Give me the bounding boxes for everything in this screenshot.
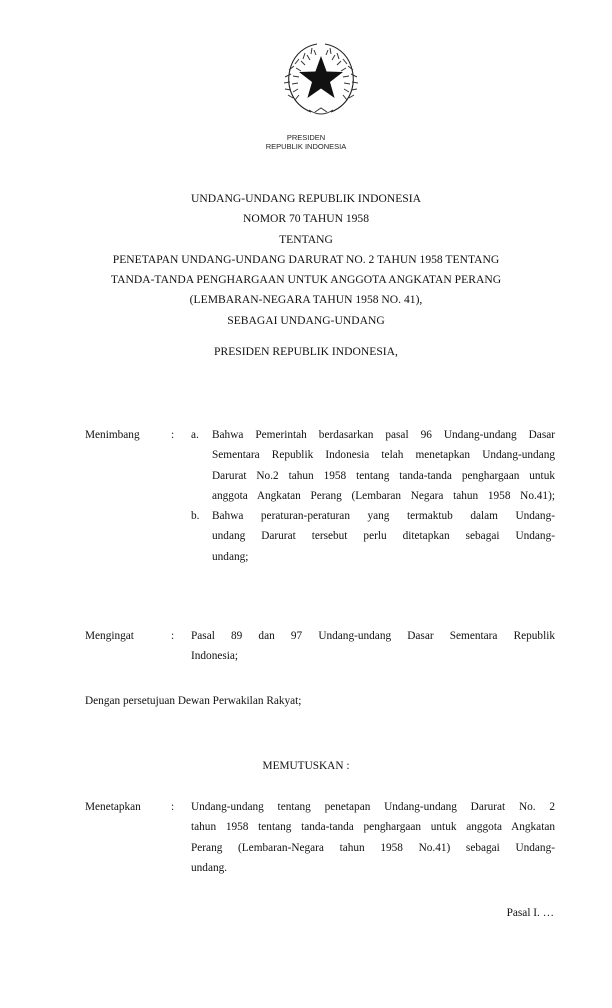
text-line: Darurat No.2 tahun 1958 tentang tanda-tanda penghargaan untuk xyxy=(212,469,555,482)
emblem-caption xyxy=(0,133,612,151)
title-line-1: UNDANG-UNDANG REPUBLIK INDONESIA xyxy=(191,192,421,205)
text-line: undang; xyxy=(212,550,249,563)
menimbang-colon: : xyxy=(171,429,175,441)
text-line: undang. xyxy=(191,861,228,874)
title-line-4: PENETAPAN UNDANG-UNDANG DARURAT NO. 2 TAHUN 1958 TENTANG xyxy=(112,252,500,266)
menimbang-section xyxy=(85,425,555,565)
title-line-7: SEBAGAI UNDANG-UNDANG xyxy=(227,313,385,327)
menetapkan-label: Menetapkan xyxy=(85,801,141,813)
continuation-marker: Pasal I. … xyxy=(506,907,554,919)
document-title xyxy=(0,189,612,331)
title-line-5: TANDA-TANDA PENGHARGAAN UNTUK ANGGOTA ANGKATAN PERANG xyxy=(110,273,502,287)
text-line: undang Darurat tersebut perlu ditetapkan sebagai Undang- xyxy=(212,530,555,543)
menimbang-item-a-text xyxy=(212,425,555,506)
mengingat-text xyxy=(191,626,555,667)
text-line: tahun 1958 tentang tanda-tanda penghargaan untuk anggota Angkatan xyxy=(191,821,555,834)
mengingat-colon: : xyxy=(171,630,175,642)
president-heading: PRESIDEN REPUBLIK INDONESIA, xyxy=(214,345,398,358)
text-line: Undang-undang tentang penetapan Undang-undang Darurat No. 2 xyxy=(191,801,555,813)
garuda-emblem-icon xyxy=(281,38,361,118)
text-line: Pasal 89 dan 97 Undang-undang Dasar Sementara Republik xyxy=(191,630,555,642)
text-line: Bahwa Pemerintah berdasarkan pasal 96 Undang-undang Dasar xyxy=(212,429,555,441)
menetapkan-section xyxy=(85,797,555,887)
text-line: Perang (Lembaran-Negara tahun 1958 No.41) sebagai Undang- xyxy=(191,841,555,854)
menimbang-label: Menimbang xyxy=(85,429,140,441)
title-line-6: (LEMBARAN-NEGARA TAHUN 1958 NO. 41), xyxy=(189,293,423,307)
menetapkan-text xyxy=(191,797,555,878)
menimbang-item-a-letter: a. xyxy=(191,429,199,441)
menimbang-item-b-letter: b. xyxy=(191,510,200,522)
menetapkan-colon: : xyxy=(171,801,175,813)
text-line: Bahwa peraturan-peraturan yang termaktub dalam Undang- xyxy=(212,510,555,522)
text-line: Sementara Republik Indonesia telah menetapkan Undang-undang xyxy=(212,449,555,462)
text-line: Indonesia; xyxy=(191,650,239,663)
text-line: anggota Angkatan Perang (Lembaran Negara tahun 1958 No.41); xyxy=(212,489,555,502)
title-line-2: NOMOR 70 TAHUN 1958 xyxy=(242,212,370,226)
persetujuan-text: Dengan persetujuan Dewan Perwakilan Rakyat; xyxy=(85,695,302,707)
mengingat-label: Mengingat xyxy=(85,630,134,642)
menimbang-item-b-text xyxy=(212,506,555,567)
memutuskan-heading: MEMUTUSKAN : xyxy=(262,760,350,772)
title-line-3: TENTANG xyxy=(279,232,333,246)
emblem-caption-line2: REPUBLIK INDONESIA xyxy=(265,142,347,151)
emblem-caption-line1: PRESIDEN xyxy=(286,133,326,142)
mengingat-section xyxy=(85,626,555,671)
